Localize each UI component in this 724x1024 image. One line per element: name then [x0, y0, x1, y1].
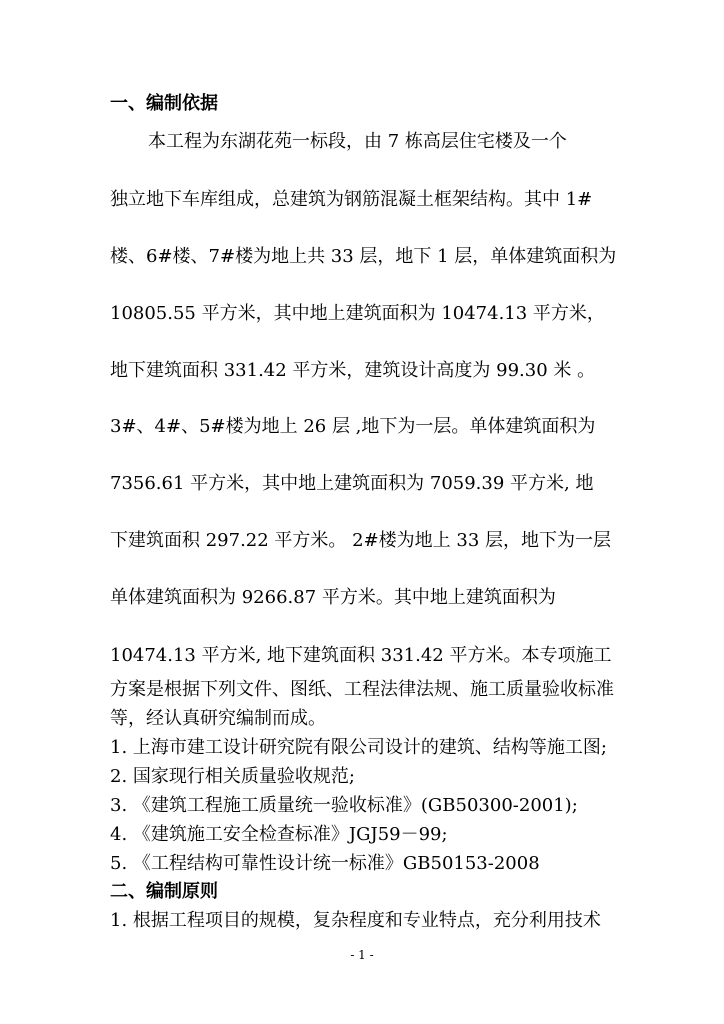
section-heading-basis: 一、编制依据 — [110, 93, 218, 114]
paragraph-line: 等，经认真研究编制而成。 — [110, 708, 326, 729]
paragraph-line: 7356.61 平方米，其中地上建筑面积为 7059.39 平方米, 地 — [110, 473, 594, 494]
paragraph-line: 方案是根据下列文件、图纸、工程法律法规、施工质量验收标准 — [110, 679, 614, 700]
paragraph-line: 本工程为东湖花苑一标段，由 7 栋高层住宅楼及一个 — [148, 131, 567, 152]
paragraph-line: 地下建筑面积 331.42 平方米，建筑设计高度为 99.30 米 。 — [110, 360, 596, 381]
paragraph-line: 10805.55 平方米，其中地上建筑面积为 10474.13 平方米， — [110, 303, 605, 324]
list-item: 3. 《建筑工程施工质量统一验收标准》(GB50300-2001); — [110, 795, 578, 816]
list-item: 4. 《建筑施工安全检查标准》JGJ59－99; — [110, 824, 448, 845]
paragraph-line: 3#、4#、5#楼为地上 26 层 ,地下为一层。单体建筑面积为 — [110, 416, 596, 437]
paragraph-line: 独立地下车库组成，总建筑为钢筋混凝土框架结构。其中 1# — [110, 189, 593, 210]
section-heading-principles: 二、编制原则 — [110, 881, 218, 902]
list-item: 2. 国家现行相关质量验收规范; — [110, 766, 355, 787]
list-item: 1. 上海市建工设计研究院有限公司设计的建筑、结构等施工图; — [110, 737, 607, 758]
list-item: 5. 《工程结构可靠性设计统一标准》GB50153-2008 — [110, 853, 540, 874]
paragraph-line: 下建筑面积 297.22 平方米。 2#楼为地上 33 层，地下为一层 — [110, 530, 612, 551]
list-item: 1. 根据工程项目的规模，复杂程度和专业特点，充分利用技术 — [110, 910, 601, 931]
page-number: - 1 - — [350, 948, 374, 962]
paragraph-line: 单体建筑面积为 9266.87 平方米。其中地上建筑面积为 — [110, 587, 556, 608]
paragraph-line: 楼、6#楼、7#楼为地上共 33 层，地下 1 层，单体建筑面积为 — [110, 246, 617, 267]
paragraph-line: 10474.13 平方米, 地下建筑面积 331.42 平方米。本专项施工 — [110, 645, 612, 666]
